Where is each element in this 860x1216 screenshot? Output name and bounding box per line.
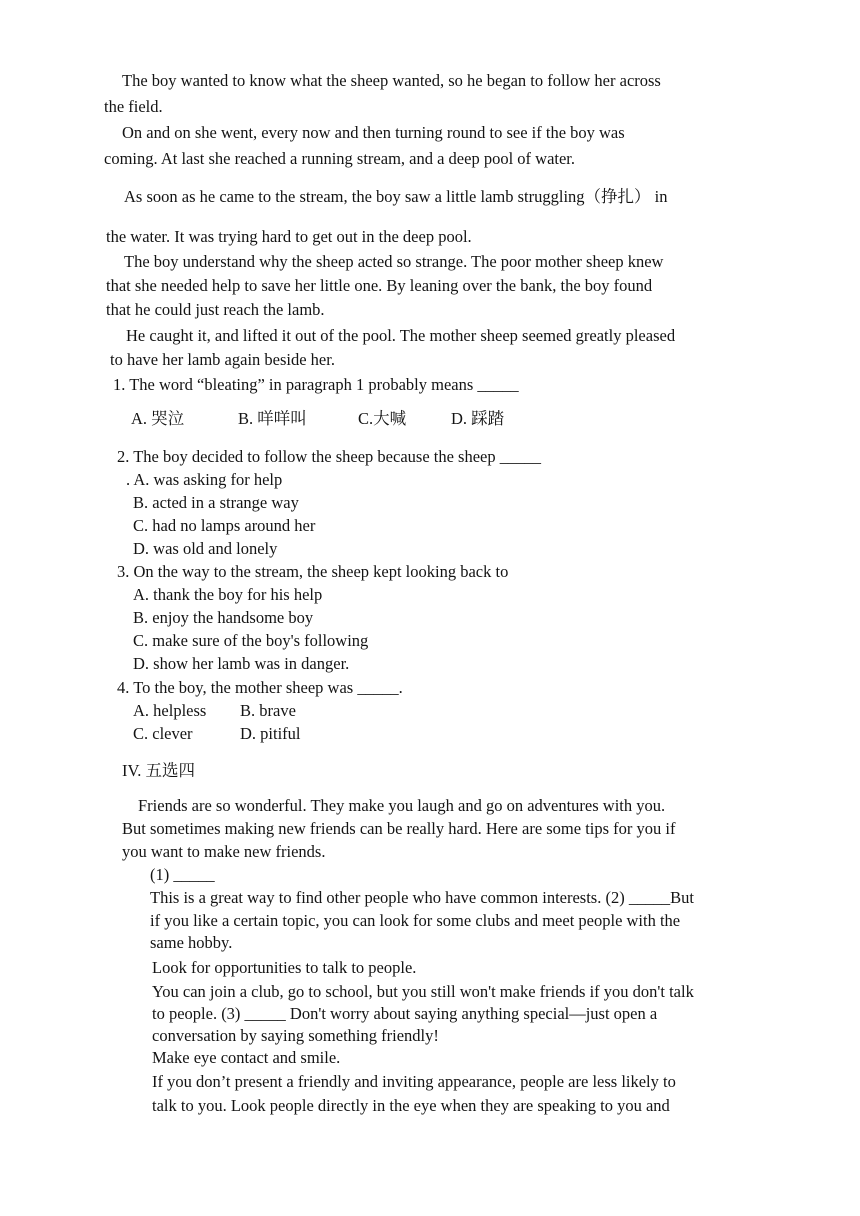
- passage-line: same hobby.: [150, 933, 233, 952]
- story-line: As soon as he came to the stream, the boy saw a little lamb struggling（挣扎） in: [124, 187, 668, 206]
- tip-heading: Make eye contact and smile.: [152, 1048, 341, 1067]
- passage-line: Friends are so wonderful. They make you laugh and go on adventures with you.: [138, 796, 666, 815]
- passage-line: You can join a club, go to school, but you still won't make friends if you don't talk: [152, 982, 694, 1001]
- option-b: B. brave: [240, 701, 296, 720]
- story-line: to have her lamb again beside her.: [110, 350, 335, 369]
- option-a: A. thank the boy for his help: [133, 585, 323, 604]
- option-d: D. show her lamb was in danger.: [133, 654, 350, 673]
- question-stem: 4. To the boy, the mother sheep was _____.: [117, 678, 403, 697]
- story-line: coming. At last she reached a running stream, and a deep pool of water.: [104, 149, 576, 168]
- option-d: D. pitiful: [240, 724, 301, 743]
- question-stem: 1. The word “bleating” in paragraph 1 probably means _____: [113, 375, 519, 394]
- story-line: The boy understand why the sheep acted so strange. The poor mother sheep knew: [124, 252, 664, 271]
- option-a: A. 哭泣: [131, 409, 185, 428]
- passage-line: to people. (3) _____ Don't worry about saying anything special—just open a: [152, 1004, 658, 1023]
- passage-line: This is a great way to find other people who have common interests. (2) _____But: [150, 888, 694, 907]
- story-line: the water. It was trying hard to get out in the deep pool.: [106, 227, 472, 246]
- question-stem: 3. On the way to the stream, the sheep kept looking back to: [117, 562, 509, 581]
- passage-line: If you don’t present a friendly and inviting appearance, people are less likely to: [152, 1072, 676, 1091]
- option-d: D. 踩踏: [451, 409, 505, 428]
- option-c: C. make sure of the boy's following: [133, 631, 369, 650]
- option-b: B. 咩咩叫: [238, 409, 307, 428]
- section-heading: IV. 五选四: [122, 761, 196, 780]
- story-line: that he could just reach the lamb.: [106, 300, 325, 319]
- passage-line: conversation by saying something friendly!: [152, 1026, 439, 1045]
- tip-heading: Look for opportunities to talk to people.: [152, 958, 417, 977]
- story-line: the field.: [104, 97, 163, 116]
- story-line: On and on she went, every now and then turning round to see if the boy was: [122, 123, 625, 142]
- story-line: He caught it, and lifted it out of the pool. The mother sheep seemed greatly pleased: [126, 326, 676, 345]
- option-a: A. helpless: [133, 701, 207, 720]
- passage-line: you want to make new friends.: [122, 842, 326, 861]
- blank-1: (1) _____: [150, 865, 215, 884]
- story-line: that she needed help to save her little one. By leaning over the bank, the boy found: [106, 276, 653, 295]
- question-stem: 2. The boy decided to follow the sheep because the sheep _____: [117, 447, 541, 466]
- option-d: D. was old and lonely: [133, 539, 278, 558]
- option-c: C. clever: [133, 724, 193, 743]
- option-b: B. enjoy the handsome boy: [133, 608, 314, 627]
- question-options: [133, 723, 301, 745]
- story-line: The boy wanted to know what the sheep wanted, so he began to follow her across: [122, 71, 661, 90]
- option-c: C.大喊: [358, 409, 407, 428]
- passage-line: talk to you. Look people directly in the eye when they are speaking to you and: [152, 1096, 670, 1115]
- question-options: [131, 408, 504, 430]
- passage-line: if you like a certain topic, you can look for some clubs and meet people with the: [150, 911, 681, 930]
- question-options: [133, 700, 296, 722]
- option-b: B. acted in a strange way: [133, 493, 299, 512]
- option-c: C. had no lamps around her: [133, 516, 316, 535]
- option-a: . A. was asking for help: [126, 470, 283, 489]
- passage-line: But sometimes making new friends can be really hard. Here are some tips for you if: [122, 819, 676, 838]
